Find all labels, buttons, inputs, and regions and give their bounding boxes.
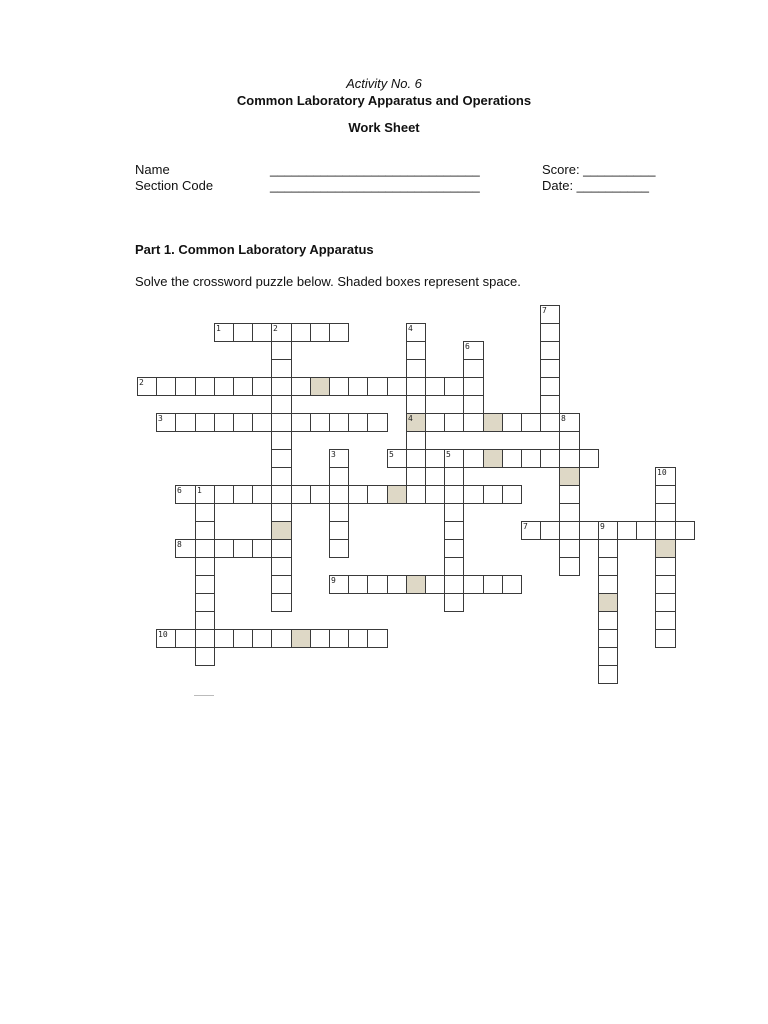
crossword-cell[interactable] <box>292 486 311 504</box>
clue-number: 9 <box>331 576 336 585</box>
crossword-cell[interactable] <box>426 450 445 468</box>
crossword-cell[interactable] <box>253 630 272 648</box>
crossword-cell[interactable] <box>253 414 272 432</box>
clue-number: 4 <box>408 414 413 423</box>
crossword-cell[interactable] <box>196 414 215 432</box>
crossword-cell[interactable] <box>522 450 541 468</box>
crossword-cell[interactable] <box>234 414 253 432</box>
crossword-space-cell <box>388 486 407 504</box>
clue-number: 2 <box>139 378 144 387</box>
crossword-cell[interactable] <box>330 414 349 432</box>
crossword-cell[interactable] <box>407 396 426 414</box>
clue-number: 2 <box>273 324 278 333</box>
crossword-cell[interactable] <box>349 414 368 432</box>
crossword-cell[interactable] <box>196 558 215 576</box>
crossword-cell[interactable] <box>656 630 676 648</box>
crossword-cell[interactable] <box>656 612 676 630</box>
crossword-cell[interactable] <box>503 414 522 432</box>
crossword-cell[interactable] <box>272 414 292 432</box>
clue-number: 10 <box>657 468 667 477</box>
crossword-cell[interactable] <box>445 468 464 486</box>
crossword-cell[interactable] <box>522 414 541 432</box>
crossword-cell[interactable] <box>599 630 618 648</box>
crossword-space-cell <box>560 468 580 486</box>
crossword-cell[interactable] <box>311 414 330 432</box>
crossword-cell[interactable] <box>196 648 215 666</box>
crossword-cell[interactable] <box>407 486 426 504</box>
crossword-cell[interactable] <box>503 576 522 594</box>
crossword-cell[interactable] <box>196 612 215 630</box>
crossword-cell[interactable] <box>541 414 560 432</box>
crossword-cell[interactable] <box>272 468 292 486</box>
crossword-cell[interactable] <box>407 468 426 486</box>
crossword-cell[interactable] <box>215 378 234 396</box>
clue-number: 5 <box>389 450 394 459</box>
crossword-cell[interactable] <box>311 486 330 504</box>
crossword-cell[interactable] <box>215 414 234 432</box>
crossword-cell[interactable] <box>272 594 292 612</box>
crossword-cell[interactable] <box>272 630 292 648</box>
crossword-cell[interactable] <box>464 486 484 504</box>
crossword-space-cell <box>484 414 503 432</box>
crossword-cell[interactable] <box>215 630 234 648</box>
crossword-cell[interactable] <box>407 378 426 396</box>
crossword-cell[interactable] <box>464 378 484 396</box>
crossword-cell[interactable] <box>234 540 253 558</box>
crossword-cell[interactable] <box>349 576 368 594</box>
crossword-cell[interactable] <box>426 378 445 396</box>
crossword-cell[interactable] <box>196 630 215 648</box>
crossword-cell[interactable] <box>560 450 580 468</box>
clue-number: 6 <box>465 342 470 351</box>
crossword-cell[interactable] <box>484 486 503 504</box>
crossword-cell[interactable] <box>560 540 580 558</box>
crossword-cell[interactable] <box>234 378 253 396</box>
crossword-cell[interactable] <box>176 414 196 432</box>
crossword-cell[interactable] <box>330 504 349 522</box>
clue-number: 1 <box>216 324 221 333</box>
crossword-cell[interactable] <box>272 396 292 414</box>
crossword-cell[interactable] <box>656 504 676 522</box>
crossword-cell[interactable] <box>464 576 484 594</box>
crossword-cell[interactable] <box>656 594 676 612</box>
crossword-space-cell <box>599 594 618 612</box>
section-code-field[interactable]: _____________________________ <box>270 178 480 193</box>
crossword-cell[interactable] <box>196 504 215 522</box>
crossword-cell[interactable] <box>292 324 311 342</box>
crossword-cell[interactable] <box>560 486 580 504</box>
clue-number: 7 <box>523 522 528 531</box>
crossword-cell[interactable] <box>157 378 176 396</box>
crossword-cell[interactable] <box>292 414 311 432</box>
clue-number: 3 <box>158 414 163 423</box>
crossword-cell[interactable] <box>445 540 464 558</box>
crossword-cell[interactable] <box>445 378 464 396</box>
clue-number: 6 <box>177 486 182 495</box>
crossword-cell[interactable] <box>445 558 464 576</box>
crossword-cell[interactable] <box>484 576 503 594</box>
crossword-cell[interactable] <box>272 450 292 468</box>
crossword-space-cell <box>407 576 426 594</box>
crossword-cell[interactable] <box>560 522 580 540</box>
crossword-space-cell <box>272 522 292 540</box>
crossword-cell[interactable] <box>311 324 330 342</box>
crossword-cell[interactable] <box>637 522 656 540</box>
crossword-cell[interactable] <box>272 342 292 360</box>
crossword-cell[interactable] <box>349 630 368 648</box>
part1-heading: Part 1. Common Laboratory Apparatus <box>135 242 374 257</box>
crossword-cell[interactable] <box>503 450 522 468</box>
crossword-cell[interactable] <box>272 432 292 450</box>
crossword-space-cell <box>311 378 330 396</box>
crossword-cell[interactable] <box>580 522 599 540</box>
clue-number: 8 <box>561 414 566 423</box>
crossword-cell[interactable] <box>656 558 676 576</box>
crossword-cell[interactable] <box>368 576 388 594</box>
crossword-cell[interactable] <box>407 342 426 360</box>
crossword-cell[interactable] <box>445 414 464 432</box>
crossword-cell[interactable] <box>676 522 695 540</box>
crossword-space-cell <box>484 450 503 468</box>
crossword-cell[interactable] <box>272 378 292 396</box>
crossword-cell[interactable] <box>599 558 618 576</box>
crossword-cell[interactable] <box>176 378 196 396</box>
date-field[interactable]: Date: __________ <box>542 178 649 193</box>
clue-number: 1 <box>197 486 202 495</box>
crossword-cell[interactable] <box>196 576 215 594</box>
clue-number: 7 <box>542 306 547 315</box>
crossword-cell[interactable] <box>253 540 272 558</box>
crossword-cell[interactable] <box>599 648 618 666</box>
crossword-cell[interactable] <box>234 630 253 648</box>
crossword-cell[interactable] <box>388 576 407 594</box>
crossword-cell[interactable] <box>560 504 580 522</box>
crossword-cell[interactable] <box>541 450 560 468</box>
score-field[interactable]: Score: __________ <box>542 162 656 177</box>
name-label: Name <box>135 162 170 177</box>
crossword-cell[interactable] <box>599 540 618 558</box>
crossword-cell[interactable] <box>196 594 215 612</box>
crossword-cell[interactable] <box>349 378 368 396</box>
crossword-cell[interactable] <box>330 324 349 342</box>
crossword-cell[interactable] <box>272 360 292 378</box>
crossword-cell[interactable] <box>541 342 560 360</box>
crossword-cell[interactable] <box>580 450 599 468</box>
crossword-cell[interactable] <box>464 360 484 378</box>
crossword-cell[interactable] <box>388 378 407 396</box>
crossword-cell[interactable] <box>464 450 484 468</box>
crossword-cell[interactable] <box>272 486 292 504</box>
crossword-cell[interactable] <box>253 324 272 342</box>
crossword-cell[interactable] <box>215 486 234 504</box>
crossword-cell[interactable] <box>503 486 522 504</box>
crossword-cell[interactable] <box>541 396 560 414</box>
crossword-cell[interactable] <box>656 576 676 594</box>
crossword-cell[interactable] <box>176 630 196 648</box>
crossword-cell[interactable] <box>541 522 560 540</box>
crossword-cell[interactable] <box>292 378 311 396</box>
crossword-cell[interactable] <box>541 360 560 378</box>
crossword-cell[interactable] <box>445 486 464 504</box>
crossword-cell[interactable] <box>330 486 349 504</box>
clue-number: 3 <box>331 450 336 459</box>
stray-mark <box>194 695 214 696</box>
worksheet-subtitle: Work Sheet <box>348 120 420 135</box>
crossword-cell[interactable] <box>407 360 426 378</box>
part1-instruction: Solve the crossword puzzle below. Shaded boxes represent space. <box>135 274 521 289</box>
name-field[interactable]: _____________________________ <box>270 162 480 177</box>
crossword-cell[interactable] <box>272 576 292 594</box>
crossword-cell[interactable] <box>196 378 215 396</box>
clue-number: 10 <box>158 630 168 639</box>
crossword-cell[interactable] <box>368 630 388 648</box>
crossword-cell[interactable] <box>560 558 580 576</box>
crossword-cell[interactable] <box>599 612 618 630</box>
activity-number: Activity No. 6 <box>346 76 422 91</box>
crossword-cell[interactable] <box>253 486 272 504</box>
crossword-cell[interactable] <box>426 414 445 432</box>
crossword-cell[interactable] <box>426 486 445 504</box>
crossword-cell[interactable] <box>445 504 464 522</box>
crossword-cell[interactable] <box>368 486 388 504</box>
crossword-cell[interactable] <box>426 576 445 594</box>
crossword-cell[interactable] <box>464 414 484 432</box>
crossword-cell[interactable] <box>272 504 292 522</box>
crossword-cell[interactable] <box>445 594 464 612</box>
crossword-cell[interactable] <box>407 432 426 450</box>
crossword-space-cell <box>292 630 311 648</box>
crossword-cell[interactable] <box>407 450 426 468</box>
crossword-cell[interactable] <box>464 396 484 414</box>
section-code-label: Section Code <box>135 178 214 193</box>
crossword-cell[interactable] <box>445 576 464 594</box>
crossword-cell[interactable] <box>445 522 464 540</box>
crossword-space-cell <box>656 540 676 558</box>
crossword-cell[interactable] <box>196 522 215 540</box>
crossword-cell[interactable] <box>618 522 637 540</box>
crossword-cell[interactable] <box>215 540 234 558</box>
crossword-cell[interactable] <box>349 486 368 504</box>
crossword-cell[interactable] <box>330 378 349 396</box>
crossword-cell[interactable] <box>330 522 349 540</box>
crossword-cell[interactable] <box>330 630 349 648</box>
clue-number: 8 <box>177 540 182 549</box>
crossword-cell[interactable] <box>656 486 676 504</box>
crossword-cell[interactable] <box>599 576 618 594</box>
clue-number: 9 <box>600 522 605 531</box>
crossword-cell[interactable] <box>272 558 292 576</box>
crossword-cell[interactable] <box>599 666 618 684</box>
clue-number: 4 <box>408 324 413 333</box>
crossword-cell[interactable] <box>368 414 388 432</box>
worksheet-title: Common Laboratory Apparatus and Operations <box>236 93 532 108</box>
crossword-cell[interactable] <box>330 540 349 558</box>
crossword-cell[interactable] <box>330 468 349 486</box>
crossword-cell[interactable] <box>196 540 215 558</box>
crossword-cell[interactable] <box>234 486 253 504</box>
crossword-cell[interactable] <box>541 378 560 396</box>
crossword-cell[interactable] <box>234 324 253 342</box>
clue-number: 5 <box>446 450 451 459</box>
crossword-cell[interactable] <box>272 540 292 558</box>
crossword-cell[interactable] <box>311 630 330 648</box>
crossword-cell[interactable] <box>541 324 560 342</box>
crossword-cell[interactable] <box>656 522 676 540</box>
crossword-cell[interactable] <box>560 432 580 450</box>
crossword-cell[interactable] <box>368 378 388 396</box>
crossword-cell[interactable] <box>253 378 272 396</box>
